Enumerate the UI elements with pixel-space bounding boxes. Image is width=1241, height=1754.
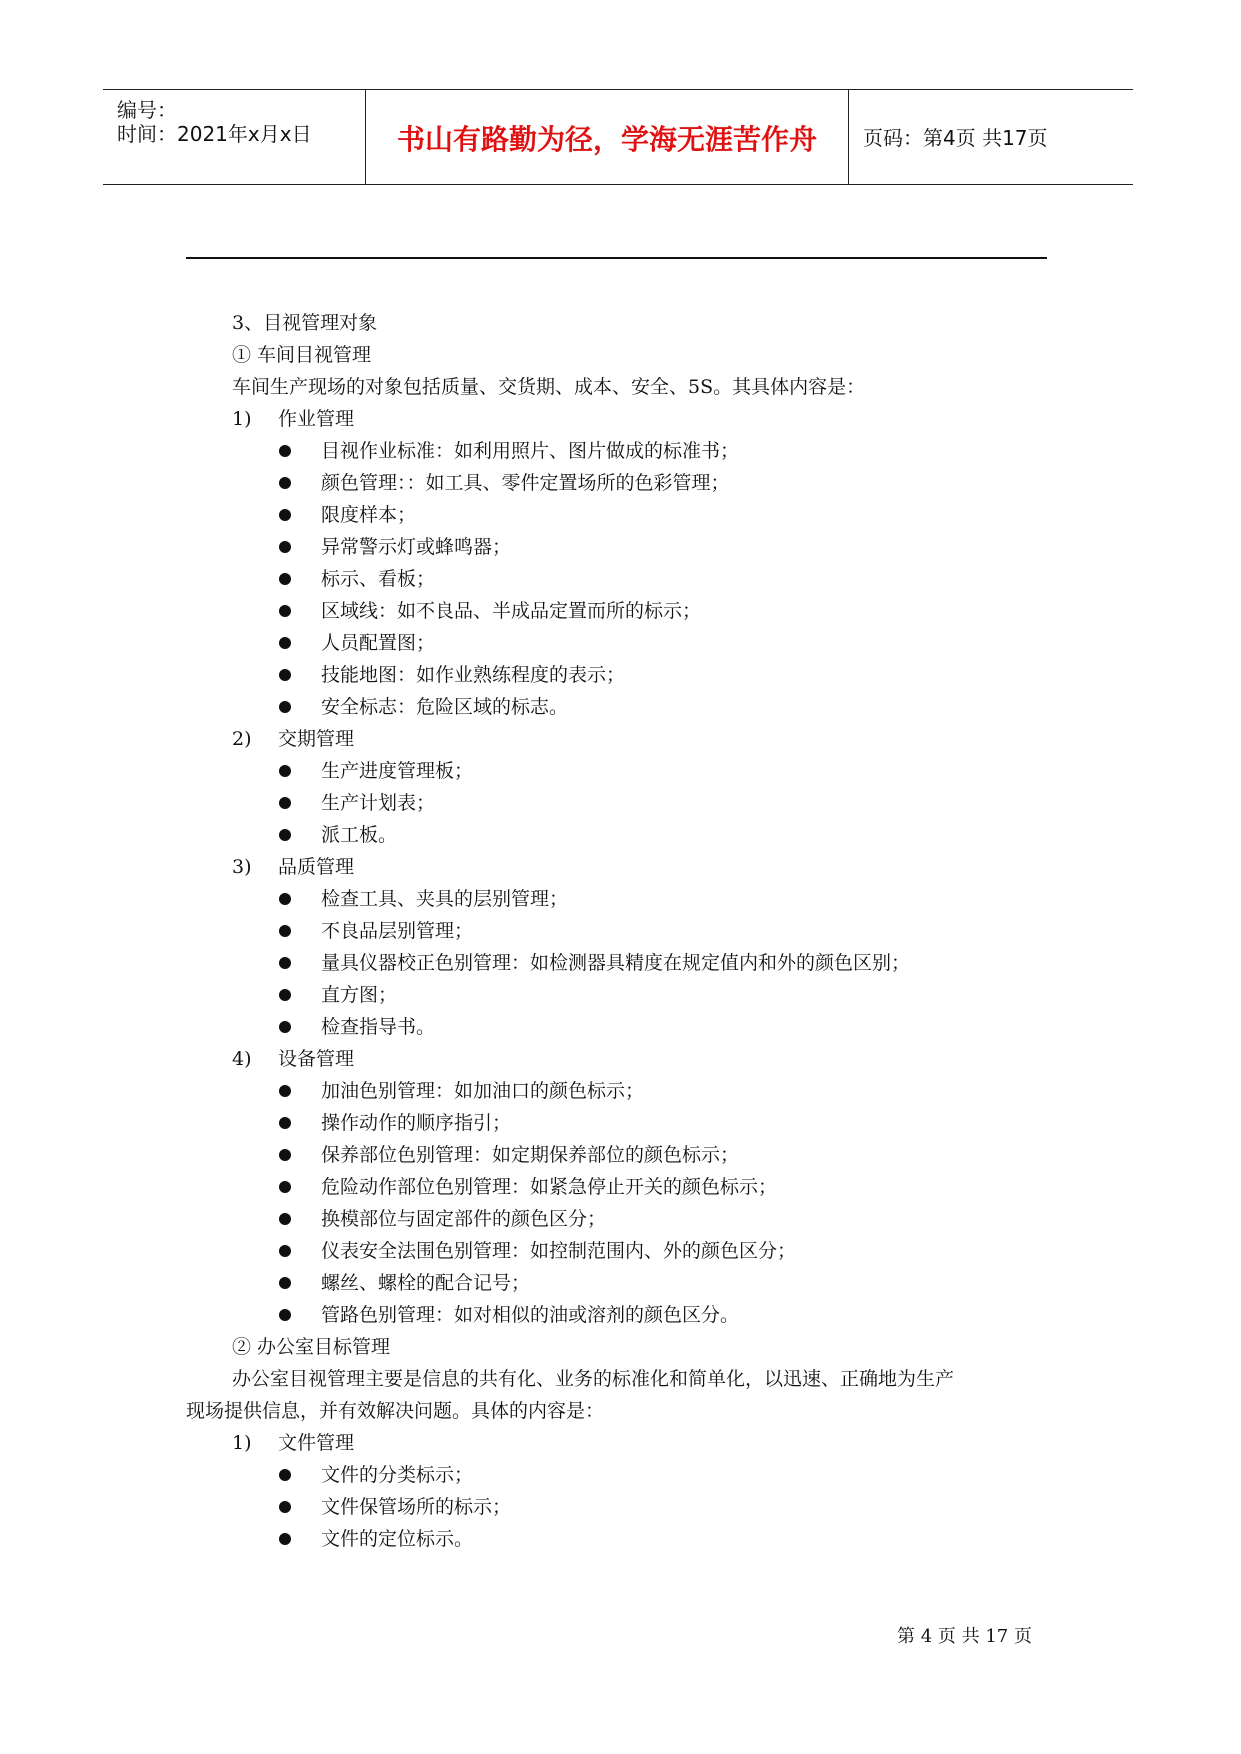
- bullet-icon: [279, 797, 291, 809]
- bullet-item: [279, 534, 511, 560]
- bullet-item: [279, 662, 625, 688]
- bullet-icon: [279, 957, 291, 969]
- bullet-text: 目视作业标准：如利用照片、图片做成的标准书；: [321, 440, 740, 462]
- bullet-item: [279, 470, 730, 496]
- bullet-item: [279, 566, 435, 592]
- list-title: 作业管理: [278, 408, 355, 430]
- bullet-item: [279, 758, 473, 784]
- bullet-icon: [279, 1021, 291, 1033]
- list-title: 设备管理: [278, 1048, 355, 1070]
- bullet-text: 文件的定位标示。: [321, 1528, 474, 1550]
- bullet-icon: [279, 1501, 291, 1513]
- bullet-icon: [279, 573, 291, 585]
- time-label: 时间：2021年x月x日: [117, 122, 312, 146]
- bullet-text: 换模部位与固定部件的颜色区分；: [321, 1208, 607, 1230]
- page-header: [103, 89, 1133, 185]
- bullet-text: 文件保管场所的标示；: [321, 1496, 512, 1518]
- subsection-heading: ① 车间目视管理: [232, 344, 372, 366]
- bullet-icon: [279, 1277, 291, 1289]
- bullet-text: 技能地图：如作业熟练程度的表示；: [321, 664, 626, 686]
- bullet-item: [279, 1110, 511, 1136]
- bullet-item: [279, 790, 435, 816]
- bullet-text: 标示、看板；: [321, 568, 436, 590]
- bullet-item: [279, 630, 435, 656]
- bullet-icon: [279, 765, 291, 777]
- header-motto-cell: [366, 90, 849, 184]
- bullet-text: 文件的分类标示；: [321, 1464, 474, 1486]
- bullet-text: 仪表安全法围色别管理：如控制范围内、外的颜色区分；: [321, 1240, 797, 1262]
- bullet-item: [279, 918, 473, 944]
- bullet-icon: [279, 605, 291, 617]
- code-label: 编号：: [117, 98, 177, 122]
- bullet-text: 保养部位色别管理：如定期保养部位的颜色标示；: [321, 1144, 740, 1166]
- bullet-icon: [279, 637, 291, 649]
- list-title: 品质管理: [278, 856, 355, 878]
- bullet-icon: [279, 989, 291, 1001]
- separator-rule: [186, 257, 1047, 259]
- list-number: 1): [232, 408, 252, 430]
- bullet-text: 派工板。: [321, 824, 398, 846]
- bullet-text: 检查指导书。: [321, 1016, 436, 1038]
- paragraph: 办公室目视管理主要是信息的共有化、业务的标准化和简单化，以迅速、正确地为生产: [232, 1368, 955, 1390]
- bullet-icon: [279, 1245, 291, 1257]
- bullet-item: [279, 822, 397, 848]
- bullet-text: 直方图；: [321, 984, 398, 1006]
- bullet-text: 量具仪器校正色别管理：如检测器具精度在规定值内和外的颜色区别；: [321, 952, 911, 974]
- bullet-item: [279, 1206, 606, 1232]
- bullet-item: [279, 886, 568, 912]
- numbered-heading: [232, 726, 354, 752]
- bullet-icon: [279, 477, 291, 489]
- bullet-text: 生产进度管理板；: [321, 760, 474, 782]
- bullet-icon: [279, 893, 291, 905]
- header-meta-cell: [103, 90, 366, 184]
- bullet-item: [279, 598, 701, 624]
- bullet-item: [279, 1142, 739, 1168]
- bullet-icon: [279, 1117, 291, 1129]
- bullet-icon: [279, 1085, 291, 1097]
- list-title: 文件管理: [278, 1432, 355, 1454]
- bullet-text: 生产计划表；: [321, 792, 436, 814]
- section-heading: 3、目视管理对象: [232, 312, 378, 334]
- bullet-text: 限度样本；: [321, 504, 417, 526]
- bullet-text: 区域线：如不良品、半成品定置而所的标示；: [321, 600, 702, 622]
- bullet-item: [279, 1174, 777, 1200]
- bullet-icon: [279, 541, 291, 553]
- bullet-text: 危险动作部位色别管理：如紧急停止开关的颜色标示；: [321, 1176, 778, 1198]
- paragraph: 现场提供信息，并有效解决问题。具体的内容是：: [186, 1400, 605, 1422]
- bullet-item: [279, 502, 416, 528]
- paragraph: 车间生产现场的对象包括质量、交货期、成本、安全、5S。其具体内容是：: [232, 376, 866, 398]
- bullet-icon: [279, 925, 291, 937]
- bullet-item: [279, 1494, 511, 1520]
- bullet-icon: [279, 1469, 291, 1481]
- bullet-item: [279, 1238, 796, 1264]
- list-number: 4): [232, 1048, 252, 1070]
- bullet-item: [279, 1302, 739, 1328]
- bullet-item: [279, 1014, 435, 1040]
- list-number: 3): [232, 856, 252, 878]
- bullet-text: 加油色别管理：如加油口的颜色标示；: [321, 1080, 645, 1102]
- bullet-text: 不良品层别管理；: [321, 920, 474, 942]
- bullet-icon: [279, 445, 291, 457]
- bullet-item: [279, 1526, 473, 1552]
- bullet-icon: [279, 829, 291, 841]
- bullet-text: 异常警示灯或蜂鸣器；: [321, 536, 512, 558]
- subsection-heading: ② 办公室目标管理: [232, 1336, 391, 1358]
- bullet-item: [279, 1270, 530, 1296]
- bullet-item: [279, 1078, 644, 1104]
- bullet-item: [279, 950, 910, 976]
- page-label: 页码：第4页 共17页: [863, 126, 1048, 150]
- bullet-item: [279, 438, 739, 464]
- bullet-text: 操作动作的顺序指引；: [321, 1112, 512, 1134]
- page-footer: 第 4 页 共 17 页: [897, 1626, 1032, 1647]
- list-number: 2): [232, 728, 252, 750]
- bullet-icon: [279, 1533, 291, 1545]
- bullet-text: 螺丝、螺栓的配合记号；: [321, 1272, 531, 1294]
- bullet-icon: [279, 1181, 291, 1193]
- bullet-item: [279, 694, 568, 720]
- bullet-text: 安全标志：危险区域的标志。: [321, 696, 569, 718]
- numbered-heading: [232, 1430, 354, 1456]
- bullet-text: 管路色别管理：如对相似的油或溶剂的颜色区分。: [321, 1304, 740, 1326]
- bullet-icon: [279, 701, 291, 713]
- bullet-icon: [279, 669, 291, 681]
- bullet-text: 检查工具、夹具的层别管理；: [321, 888, 569, 910]
- bullet-icon: [279, 1309, 291, 1321]
- bullet-text: 人员配置图；: [321, 632, 436, 654]
- bullet-item: [279, 1462, 473, 1488]
- header-page-cell: [849, 90, 1133, 184]
- list-title: 交期管理: [278, 728, 355, 750]
- motto-text: 书山有路勤为径，学海无涯苦作舟: [396, 123, 817, 156]
- list-number: 1): [232, 1432, 252, 1454]
- numbered-heading: [232, 854, 354, 880]
- numbered-heading: [232, 1046, 354, 1072]
- numbered-heading: [232, 406, 354, 432]
- bullet-icon: [279, 509, 291, 521]
- bullet-icon: [279, 1213, 291, 1225]
- bullet-icon: [279, 1149, 291, 1161]
- bullet-item: [279, 982, 397, 1008]
- bullet-text: 颜色管理：：如工具、零件定置场所的色彩管理；: [321, 472, 730, 494]
